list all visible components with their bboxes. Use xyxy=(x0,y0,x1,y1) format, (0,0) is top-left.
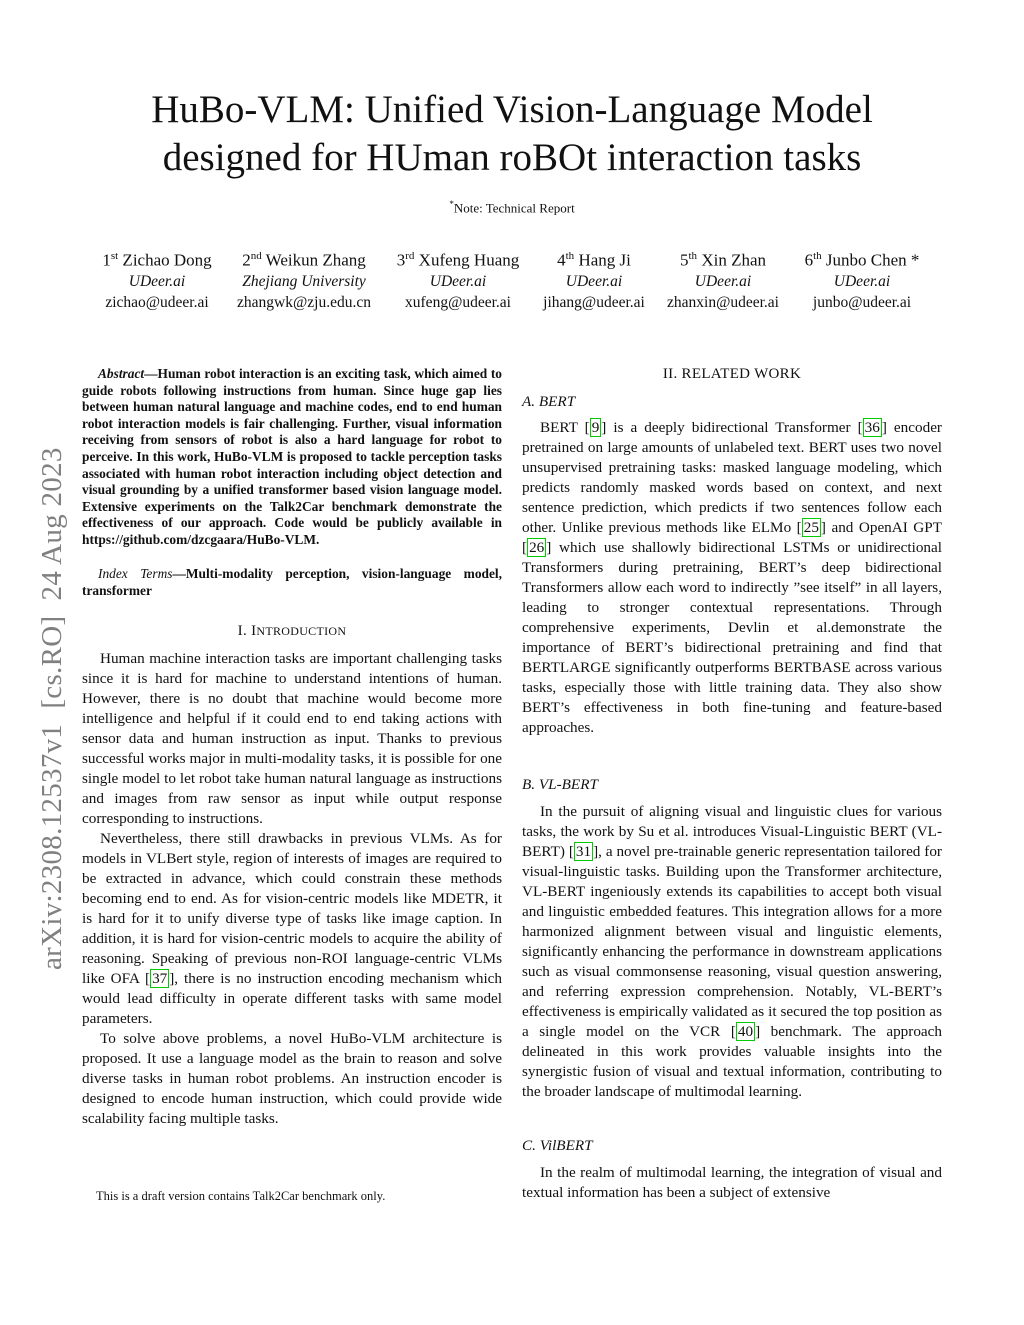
author-name: Zichao Dong xyxy=(122,250,212,270)
author-name: Junbo Chen * xyxy=(825,250,920,270)
author-ordinal-suffix: st xyxy=(110,250,119,262)
citation-link[interactable]: 37 xyxy=(152,970,168,987)
author-affiliation: UDeer.ai xyxy=(694,272,752,290)
introduction-body xyxy=(82,649,502,1129)
subsection-heading-bert: A. BERT xyxy=(522,393,576,410)
author-ordinal: 5 xyxy=(680,250,689,270)
abstract-text: —Human robot interaction is an exciting task, which aimed to guide robots following instructions from human. Since huge gap lies between human natural language and machine codes, end to end human robot interaction models is fair challenging. Further, visual information receiving from sensors of robot is also a hard language for robot to perceive. In this work, HuBo-VLM is proposed to tackle perception tasks associated with human robot interaction including object detection and visual grounding by a unified transformer based vision language model. Extensive experiments on the Talk2Car benchmark demonstrate the effectiveness of our approach. Code would be publicly available in https://github.com/dzcgaara/HuBo-VLM. xyxy=(82,366,502,547)
author-1 xyxy=(102,246,211,313)
author-affiliation: UDeer.ai xyxy=(565,272,623,290)
author-ordinal: 1 xyxy=(102,250,111,270)
citation-link[interactable]: 31 xyxy=(575,843,592,860)
author-name: Xin Zhan xyxy=(701,250,766,270)
author-name: Weikun Zhang xyxy=(265,250,366,270)
author-email: junbo@udeer.ai xyxy=(812,293,912,311)
intro-paragraph-2 xyxy=(82,829,502,1029)
index-terms-label: Index Terms xyxy=(98,566,173,581)
bert-text: ] which use shallowly bidirectional LSTMs or unidirectional Transformers during pretraining, BERT’s deep bidirectional Transformers allow each word to indirectly ”see itself” in all layers, leading to stronger contextual representations. Through comprehensive experiments, Devlin et al.demonstrate the importance of BERT’s bidirectional pretraining and find that BERTLARGE significantly outperforms BERTBASE across various tasks, especially those with little training data. They also show BERT’s effectiveness in both fine-tuning and feature-based approaches. xyxy=(522,539,942,736)
subsection-heading-vl-bert: B. VL-BERT xyxy=(522,776,598,793)
author-name: Hang Ji xyxy=(578,250,631,270)
citation-link[interactable]: 26 xyxy=(529,539,545,556)
bert-text: BERT [ xyxy=(540,419,590,436)
author-affiliation: Zhejiang University xyxy=(242,272,366,290)
author-ordinal: 4 xyxy=(557,250,566,270)
author-email: jihang@udeer.ai xyxy=(543,293,645,311)
title-line-1: HuBo-VLM: Unified Vision-Language Model xyxy=(151,88,873,131)
author-ordinal-suffix: th xyxy=(688,250,698,262)
author-ordinal-suffix: rd xyxy=(405,250,415,262)
index-terms-text: —Multi-modality perception, vision-language model, transformer xyxy=(82,566,502,598)
citation-link[interactable]: 40 xyxy=(737,1023,754,1040)
intro-p2-text-b: ], there is no instruction encoding mechanism which would lead difficulty in operate different tasks with same model parameters. xyxy=(82,970,502,1027)
intro-paragraph-3: To solve above problems, a novel HuBo-VLM architecture is proposed. It use a language model as the brain to reason and solve diverse tasks in human robot problems. An instruction encoder is designed to encode human instruction, which could provide wide scalability facing multiple tasks. xyxy=(82,1030,502,1127)
author-5 xyxy=(667,246,779,313)
author-ordinal: 6 xyxy=(804,250,814,270)
section-title-rest: NTRODUCTION xyxy=(256,624,347,638)
section-title-initial: I xyxy=(251,623,257,639)
subsection-heading-vilbert: C. VilBERT xyxy=(522,1137,593,1154)
author-affiliation: UDeer.ai xyxy=(128,272,186,290)
abstract xyxy=(82,366,502,549)
index-terms xyxy=(82,566,502,599)
bert-text: ] is a deeply bidirectional Transformer [ xyxy=(601,419,863,436)
author-ordinal-suffix: th xyxy=(813,250,822,262)
bert-paragraph xyxy=(522,418,942,738)
note-marker: * xyxy=(449,199,454,209)
author-ordinal: 2 xyxy=(242,250,251,270)
author-ordinal-suffix: th xyxy=(565,250,575,262)
bert-text: ] encoder pretrained on large amounts of unlabeled text. BERT uses two novel unsupervised pretraining tasks: masked language modeling, which predicts randomly masked words based on context, and next sentence prediction, which predicts if two sentences follow each other. Unlike previous methods like ELMo [ xyxy=(522,419,942,536)
vl-bert-text: In the pursuit of aligning visual and linguistic clues for various tasks, the work by Su et al. introduces Visual-Linguistic BERT (VL-BERT) [ xyxy=(522,803,942,860)
author-2 xyxy=(237,246,371,313)
author-affiliation: UDeer.ai xyxy=(429,272,487,290)
section-number: I. xyxy=(237,623,252,639)
author-affiliation: UDeer.ai xyxy=(833,272,891,290)
author-4 xyxy=(543,246,645,313)
title-line-2: designed for HUman roBOt interaction tasks xyxy=(162,136,862,179)
vl-bert-text: ], a novel pre-trainable generic representation tailored for visual-linguistic tasks. Building upon the Transformer architecture, VL-BERT ingeniously extends its capabilities to accept both visual and linguistic embedded features. This integration allows for a more harmonized alignment between visual and linguistic elements, significantly enhancing the performance in downstream applications such as visual commonsense reasoning, visual question answering, and referring expression comprehension. Notably, VL-BERT’s effectiveness is empirically validated as it secured the top position as a single model on the VCR [ xyxy=(522,843,942,1040)
author-ordinal: 3 xyxy=(396,250,406,270)
bert-text: ] and OpenAI GPT [ xyxy=(522,519,942,556)
vl-bert-paragraph xyxy=(522,802,942,1102)
section-heading-introduction xyxy=(82,621,502,641)
author-name: Xufeng Huang xyxy=(418,250,520,270)
citation-link[interactable]: 9 xyxy=(591,419,600,436)
vilbert-paragraph xyxy=(522,1163,942,1203)
note-text: Note: Technical Report xyxy=(453,200,575,216)
author-email: zhanxin@udeer.ai xyxy=(667,293,779,311)
abstract-label: Abstract xyxy=(98,366,145,381)
intro-paragraph-1: Human machine interaction tasks are important challenging tasks since it is hard for machine to understand intentions of human. However, there is no doubt that machine would become more intelligence and helpful if it could end to end taking actions with sensor data and human instruction as input. Thanks to previous successful works major in multi-modality tasks, it is possible for one single model to let robot take human natural language as instructions and images from raw sensor as input while output response corresponding to instructions. xyxy=(82,650,502,827)
author-email: zhangwk@zju.edu.cn xyxy=(237,293,371,311)
author-email: xufeng@udeer.ai xyxy=(405,293,511,311)
author-6 xyxy=(805,246,920,313)
citation-link[interactable]: 25 xyxy=(803,519,819,536)
vilbert-text: In the realm of multimodal learning, the integration of visual and textual information has been a subject of extensive xyxy=(522,1164,942,1201)
technical-report-note xyxy=(0,199,1024,216)
section-heading-related-work: II. RELATED WORK xyxy=(662,366,802,382)
intro-p2-text-a: Nevertheless, there still drawbacks in previous VLMs. As for models in VLBert style, region of interests of images are required to be extracted in advance, which could constrain these methods becoming end to end. As for vision-centric models like MDETR, it is hard for it to unify diverse type of tasks like image caption. In addition, it is hard for vision-centric models to acquire the ability of reasoning. Speaking of previous non-ROI language-centric VLMs like OFA [ xyxy=(82,830,502,987)
citation-link[interactable]: 36 xyxy=(864,419,880,436)
author-email: zichao@udeer.ai xyxy=(105,293,209,311)
arxiv-identifier: arXiv:2308.12537v1 [cs.RO] 24 Aug 2023 xyxy=(36,447,68,970)
author-3 xyxy=(397,246,519,313)
vl-bert-text: ] benchmark. The approach delineated in this work provides valuable insights into the synergistic fusion of visual and textual information, contributing to the broader landscape of multimodal learning. xyxy=(522,1023,942,1100)
paper-title xyxy=(0,86,1024,182)
footnote: This is a draft version contains Talk2Car benchmark only. xyxy=(96,1189,386,1203)
author-ordinal-suffix: nd xyxy=(250,250,262,262)
